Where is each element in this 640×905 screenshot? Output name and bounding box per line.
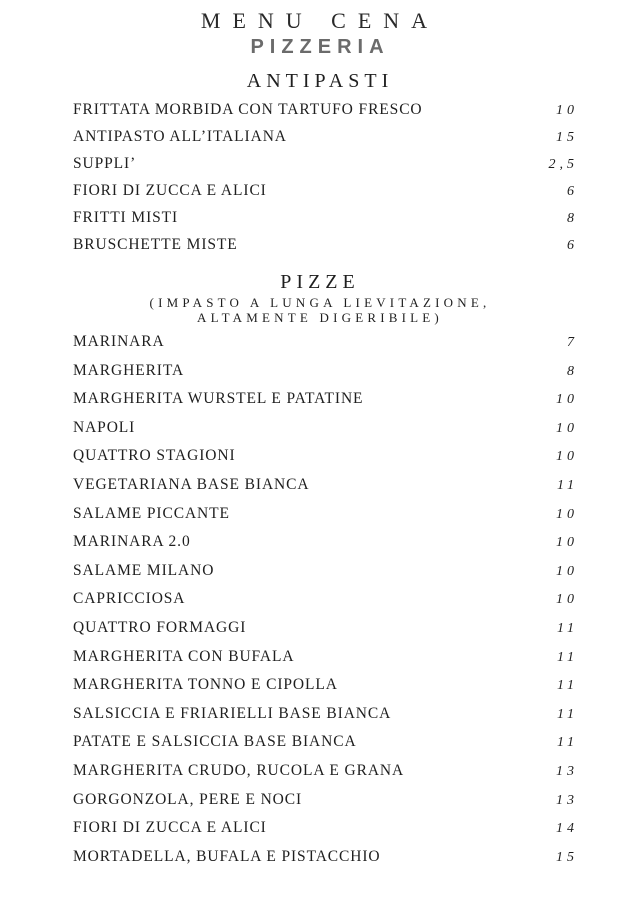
menu-item [0, 476, 640, 505]
menu-item-name: SALSICCIA E FRIARIELLI BASE BIANCA [73, 704, 392, 722]
antipasti-list [0, 101, 640, 263]
menu-item-price: 2,5 [548, 157, 578, 172]
menu-item [0, 505, 640, 534]
menu-item-name: CAPRICCIOSA [73, 590, 186, 608]
menu-item-name: ANTIPASTO ALL’ITALIANA [73, 128, 287, 145]
menu-item-name: MORTADELLA, BUFALA E PISTACCHIO [73, 847, 381, 865]
pizze-note-line1: (IMPASTO A LUNGA LIEVITAZIONE, [149, 295, 491, 310]
menu-item [0, 419, 640, 448]
menu-item-name: BRUSCHETTE MISTE [73, 236, 238, 253]
menu-item [0, 333, 640, 362]
menu-item-price: 7 [567, 335, 578, 350]
menu-item-price: 10 [556, 420, 578, 436]
menu-item [0, 533, 640, 562]
menu-item-name: MARGHERITA WURSTEL E PATATINE [73, 390, 364, 408]
menu-item-name: SUPPLI’ [73, 155, 137, 172]
menu-item-price: 11 [557, 678, 578, 694]
menu-item-price: 10 [556, 449, 578, 465]
menu-item-name: MARGHERITA [73, 361, 185, 379]
menu-item-name: FIORI DI ZUCCA E ALICI [73, 819, 267, 837]
menu-item [0, 590, 640, 619]
menu-item [0, 705, 640, 734]
menu-item [0, 182, 640, 209]
menu-item [0, 390, 640, 419]
menu-item-price: 10 [556, 392, 578, 408]
pizze-section-title: PIZZE [280, 271, 360, 293]
menu-item-name: MARINARA [73, 333, 165, 350]
menu-item-price: 6 [567, 184, 578, 199]
menu-item [0, 648, 640, 677]
menu-item [0, 848, 640, 877]
menu-item [0, 819, 640, 848]
antipasti-section-title: ANTIPASTI [246, 70, 394, 92]
menu-item-price: 11 [557, 649, 578, 665]
menu-item-price: 14 [556, 821, 578, 837]
menu-item [0, 209, 640, 236]
pizze-note-line2: ALTAMENTE DIGERIBILE) [197, 310, 443, 325]
menu-item-price: 10 [556, 535, 578, 551]
menu-item-price: 10 [556, 103, 578, 118]
menu-item-name: VEGETARIANA BASE BIANCA [73, 475, 310, 493]
menu-item-name: MARGHERITA CRUDO, RUCOLA E GRANA [73, 761, 405, 779]
menu-item-name: QUATTRO FORMAGGI [73, 618, 247, 636]
menu-item-name: FRITTATA MORBIDA CON TARTUFO FRESCO [73, 101, 423, 118]
menu-item-price: 10 [556, 592, 578, 608]
menu-item-price: 10 [556, 563, 578, 579]
menu-item [0, 362, 640, 391]
menu-item-price: 11 [557, 706, 578, 722]
menu-item [0, 236, 640, 263]
menu-item-price: 11 [557, 620, 578, 636]
menu-item-name: SALAME MILANO [73, 561, 215, 579]
menu-item-name: MARGHERITA TONNO E CIPOLLA [73, 676, 338, 694]
menu-item [0, 128, 640, 155]
menu-item-price: 15 [556, 130, 578, 145]
menu-item [0, 762, 640, 791]
menu-item-name: PATATE E SALSICCIA BASE BIANCA [73, 733, 357, 751]
menu-item-name: NAPOLI [73, 418, 136, 436]
menu-item-name: QUATTRO STAGIONI [73, 447, 236, 465]
menu-item-name: SALAME PICCANTE [73, 504, 230, 522]
menu-item [0, 791, 640, 820]
menu-item [0, 155, 640, 182]
menu-item-price: 15 [556, 849, 578, 865]
menu-item-name: MARINARA 2.0 [73, 533, 191, 551]
menu-item [0, 562, 640, 591]
menu-item [0, 733, 640, 762]
menu-item-name: FIORI DI ZUCCA E ALICI [73, 182, 267, 199]
menu-item-name: GORGONZOLA, PERE E NOCI [73, 790, 303, 808]
menu-item-price: 11 [557, 477, 578, 493]
menu-item [0, 101, 640, 128]
menu-item-price: 6 [567, 238, 578, 253]
menu-item-price: 13 [556, 792, 578, 808]
menu-item-price: 8 [567, 363, 578, 379]
menu-subtitle: PIZZERIA [250, 36, 390, 58]
menu-item-price: 10 [556, 506, 578, 522]
menu-title: MENU CENA [200, 8, 440, 33]
menu-item [0, 676, 640, 705]
menu-item-price: 11 [557, 735, 578, 751]
menu-item [0, 619, 640, 648]
menu-item-price: 8 [567, 211, 578, 226]
menu-item [0, 447, 640, 476]
pizze-list [0, 333, 640, 876]
menu-item-price: 13 [556, 763, 578, 779]
menu-item-name: FRITTI MISTI [73, 209, 179, 226]
menu-item-name: MARGHERITA CON BUFALA [73, 647, 295, 665]
